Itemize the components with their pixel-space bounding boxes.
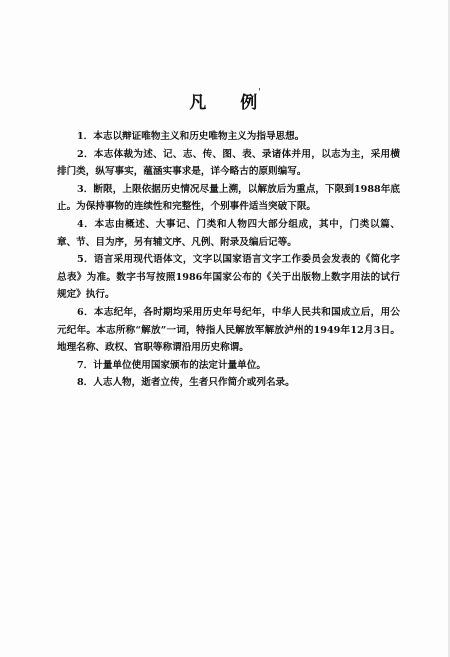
- guideline-item-6: 6．本志纪年，各时期均采用历史年号纪年，中华人民共和国成立后，用公元纪年。本志所称“解放”一词，特指人民解放军解放泸州的1949年12月3日。地理名称、政权、官职等称谓沿用历史称谓。: [57, 306, 400, 354]
- title-char-1: 凡: [189, 93, 207, 113]
- title-char-2: 例: [240, 93, 258, 113]
- guideline-item-2: 2．本志体裁为述、记、志、传、图、表、录诸体并用，以志为主，采用横排门类，纵写事实，蕴涵实事求是，详今略古的原则编写。: [57, 148, 400, 178]
- page-title: [0, 88, 450, 113]
- guidelines-list: [57, 128, 400, 392]
- guideline-item-4: 4．本志由概述、大事记、门类和人物四大部分组成，其中，门类以篇、章、节、目为序，另有辅文序、凡例、附录及编后记等。: [57, 218, 400, 248]
- guideline-item-8: 8．人志人物，逝者立传，生者只作简介或列名录。: [77, 377, 295, 389]
- guideline-item-1: 1．本志以辩证唯物主义和历史唯物主义为指导思想。: [77, 131, 305, 142]
- guideline-item-7: 7．计量单位使用国家颁布的法定计量单位。: [77, 359, 266, 371]
- title-mark: ': [258, 88, 261, 98]
- guideline-item-5: 5．语言采用现代语体文，文字以国家语言文字工作委员会发表的《简化字总表》为准。数字书写按照1986年国家公布的《关于出版物上数字用法的试行规定》执行。: [57, 254, 400, 301]
- guideline-item-3: 3．断限，上限依据历史情况尽量上溯，以解放后为重点，下限到1988年底止。为保持事物的连续性和完整性，个别事件适当突破下限。: [57, 183, 400, 213]
